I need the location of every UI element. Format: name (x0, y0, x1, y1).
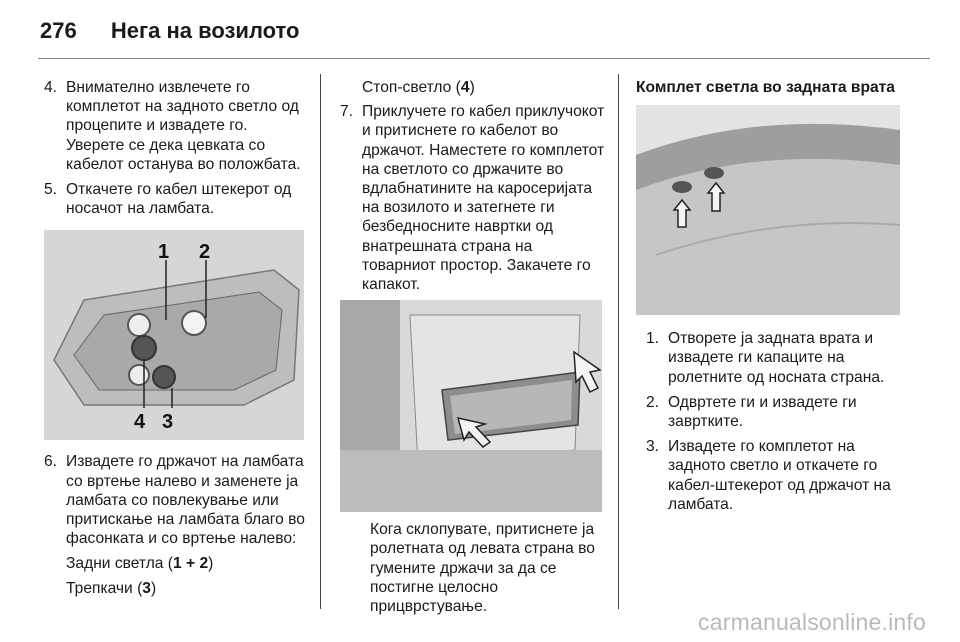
tail-light-bulb-figure (44, 230, 304, 440)
stop-bulb: 4 (460, 79, 470, 96)
tailgate-step-3 (646, 437, 904, 514)
step-5 (44, 180, 306, 218)
step-text: Приклучете го кабел приклучокот и притиснете го кабелот во држачот. Наместете го комплетот на светлото со држачите во вдлабнатините на каросеријата на возилото и затегнете ги безбедносните навртки од внатрешната страна на товарниот простор. Закачете го капакот. (362, 103, 605, 294)
page-title: Нега на возилото (110, 18, 300, 43)
column-divider (320, 74, 321, 609)
column-3 (636, 78, 904, 520)
step-text: Откачете го кабел штекерот од носачот на ламбата. (66, 181, 292, 218)
tailgate-illustration (636, 105, 900, 315)
step-7 (340, 102, 605, 294)
step-number: 1. (646, 330, 660, 348)
stop-suffix: ) (469, 79, 475, 96)
tailgate-figure (636, 105, 900, 315)
step-6 (44, 452, 306, 548)
label-4: 4 (134, 411, 146, 434)
turn-signal-line (44, 579, 306, 598)
step-text: Отворете ја задната врата и извадете ги капаците на ролетните од носната страна. (668, 330, 885, 386)
tailgate-step-1 (646, 329, 904, 387)
column-1 (44, 78, 306, 603)
step-4 (44, 78, 306, 174)
rear-suffix: ) (208, 555, 214, 573)
turn-prefix: Трепкачи ( (66, 579, 143, 597)
column-2 (340, 78, 605, 616)
step-number: 7. (340, 103, 354, 121)
rear-bulbs: 1 + 2 (173, 555, 209, 573)
rear-light-line (44, 554, 306, 573)
step-number: 2. (646, 393, 660, 411)
label-3: 3 (162, 411, 174, 434)
stop-prefix: Стоп-светло ( (362, 79, 461, 96)
cargo-panel-illustration (340, 300, 602, 512)
step-text: Извадете го држачот на ламбата со вртење налево и заменете ја ламбата со повлекување или притискање на ламбата благо во фасонката и со вртење налево: (66, 453, 305, 548)
step-text: Одвртете ги и извадете ги завртките. (668, 393, 857, 431)
turn-bulb: 3 (142, 579, 151, 597)
step-number: 4. (44, 79, 58, 96)
stop-light-line (340, 78, 605, 97)
turn-suffix: ) (150, 579, 157, 597)
label-1: 1 (158, 241, 170, 264)
step-text: Внимателно извлечете го комплетот на задното светло од процепите и извадете го. Уверете се дека цевката со кабелот останува во положбата. (66, 79, 301, 173)
label-2: 2 (199, 241, 211, 264)
section-heading: Комплет светла во задната врата (636, 79, 895, 96)
page-header (40, 18, 299, 44)
step-number: 6. (44, 453, 58, 471)
step-number: 5. (44, 181, 58, 199)
column-divider (618, 74, 619, 609)
header-rule (38, 58, 930, 59)
step-number: 3. (646, 438, 660, 456)
cargo-panel-figure (340, 300, 602, 512)
page-number: 276 (40, 18, 77, 43)
tailgate-step-2 (646, 393, 904, 431)
step-text: Извадете го комплетот на задното светло и откачете го кабел-штекерот од држачот на ламбата. (668, 438, 891, 513)
watermark: carmanualsonline.info (698, 609, 926, 635)
figure-caption: Кога склопувате, притиснете ја ролетната од левата страна во гумените држачи за да се постигне целосно прицврстување. (370, 521, 595, 616)
tail-light-illustration (44, 230, 304, 440)
rear-prefix: Задни светла ( (66, 555, 174, 573)
